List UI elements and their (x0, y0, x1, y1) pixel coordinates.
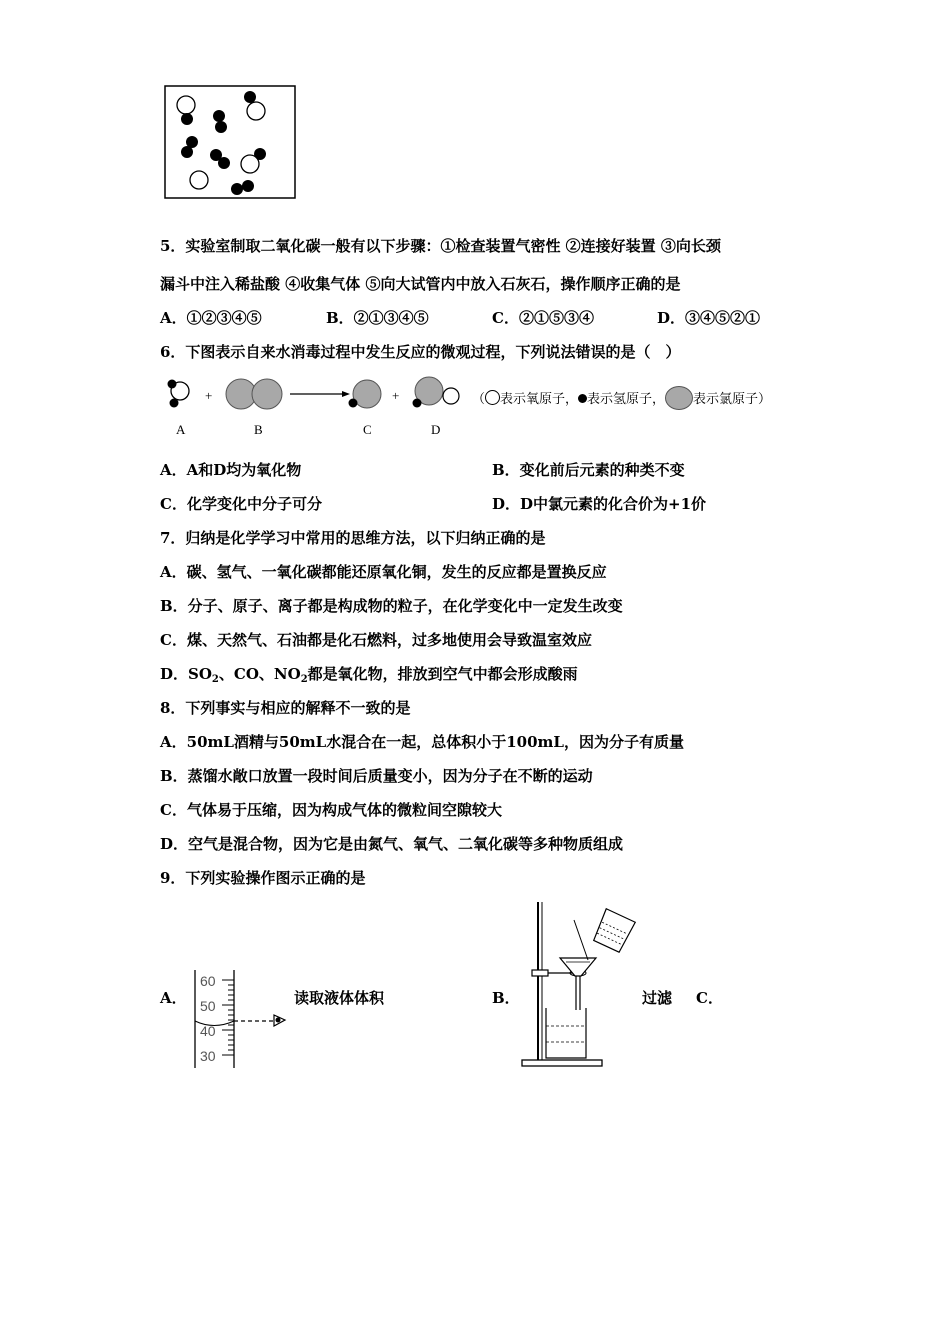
graduated-cylinder-figure (190, 968, 290, 1072)
q5-option-d: D．③④⑤②① (657, 309, 761, 327)
eye-icon (274, 1015, 285, 1026)
q9-option-a: A． (160, 989, 187, 1007)
particle-box-figure (164, 85, 296, 199)
label-d: D (431, 422, 441, 437)
q6-option-c: C．化学变化中分子可分 (160, 495, 322, 513)
legend-hydrogen: 表示氢原子， (587, 392, 666, 407)
q8-option-d: D．空气是混合物，因为它是由氮气、氧气、二氧化碳等多种物质组成 (160, 835, 624, 853)
q9-option-b-caption: 过滤 (642, 989, 673, 1007)
q6-stem: 6．下图表示自来水消毒过程中发生反应的微观过程，下列说法错误的是（ ） (160, 343, 681, 361)
molecule-b (226, 379, 282, 409)
q5-stem-line2: 漏斗中注入稀盐酸 ④收集气体 ⑤向大试管内中放入石灰石，操作顺序正确的是 (160, 275, 681, 293)
q7-option-a: A．碳、氢气、一氧化碳都能还原氧化铜，发生的反应都是置换反应 (160, 563, 607, 581)
chlorine-atom-icon (665, 386, 693, 410)
q7-option-c: C．煤、天然气、石油都是化石燃料，过多地使用会导致温室效应 (160, 631, 592, 649)
label-c: C (363, 422, 372, 437)
q8-option-c: C．气体易于压缩，因为构成气体的微粒间空隙较大 (160, 801, 502, 819)
q9-stem: 9．下列实验操作图示正确的是 (160, 869, 366, 887)
q7-option-d-sub1: 2 (211, 674, 219, 685)
q5-option-b: B．②①③④⑤ (326, 309, 429, 327)
q7-option-d-sub2: 2 (300, 674, 308, 685)
cylinder-tick-50: 50 (200, 998, 216, 1014)
legend-chlorine: 表示氯原子） (693, 392, 772, 407)
q7-option-d-part1: D．SO (160, 665, 212, 683)
q7-option-d-part3: 都是氧化物，排放到空气中都会形成酸雨 (307, 665, 578, 683)
legend-oxygen: 表示氧原子， (500, 392, 579, 407)
plus-sign-1: + (205, 388, 213, 403)
molecule-d (413, 377, 460, 408)
q6-legend (472, 386, 771, 410)
q5-option-a: A．①②③④⑤ (160, 309, 262, 327)
q9-option-b: B． (492, 989, 520, 1007)
q6-option-a: A．A和D均为氧化物 (160, 461, 302, 479)
reaction-arrow (290, 391, 350, 397)
label-a: A (176, 422, 186, 437)
q6-option-d: D．D中氯元素的化合价为+1价 (492, 495, 707, 513)
q7-option-b: B．分子、原子、离子都是构成物的粒子，在化学变化中一定发生改变 (160, 597, 623, 615)
q9-option-a-caption: 读取液体体积 (294, 989, 385, 1007)
filtration-figure (518, 900, 642, 1070)
q8-stem: 8．下列事实与相应的解释不一致的是 (160, 699, 411, 717)
molecule-a (168, 380, 190, 408)
oxygen-atom-icon (485, 390, 500, 405)
q7-stem: 7．归纳是化学学习中常用的思维方法，以下归纳正确的是 (160, 529, 546, 547)
q8-option-b: B．蒸馏水敞口放置一段时间后质量变小，因为分子在不断的运动 (160, 767, 593, 785)
cylinder-tick-40: 40 (200, 1023, 216, 1039)
legend-open-paren: （ (472, 392, 486, 407)
cylinder-tick-30: 30 (200, 1048, 216, 1064)
label-b: B (254, 422, 263, 437)
plus-sign-2: + (392, 388, 400, 403)
q7-option-d (160, 664, 578, 684)
q7-option-d-part2: 、CO、NO (218, 665, 301, 683)
cylinder-tick-60: 60 (200, 973, 216, 989)
q8-option-a: A．50mL酒精与50mL水混合在一起，总体积小于100mL，因为分子有质量 (160, 733, 684, 751)
molecule-c (349, 380, 382, 408)
q9-option-c: C． (696, 989, 723, 1007)
q5-option-c: C．②①⑤③④ (492, 309, 594, 327)
reaction-diagram (160, 372, 490, 420)
q6-option-b: B．变化前后元素的种类不变 (492, 461, 685, 479)
hydrogen-atom-icon (578, 394, 587, 403)
q5-stem-line1: 5．实验室制取二氧化碳一般有以下步骤：①检查装置气密性 ②连接好装置 ③向长颈 (160, 237, 721, 255)
